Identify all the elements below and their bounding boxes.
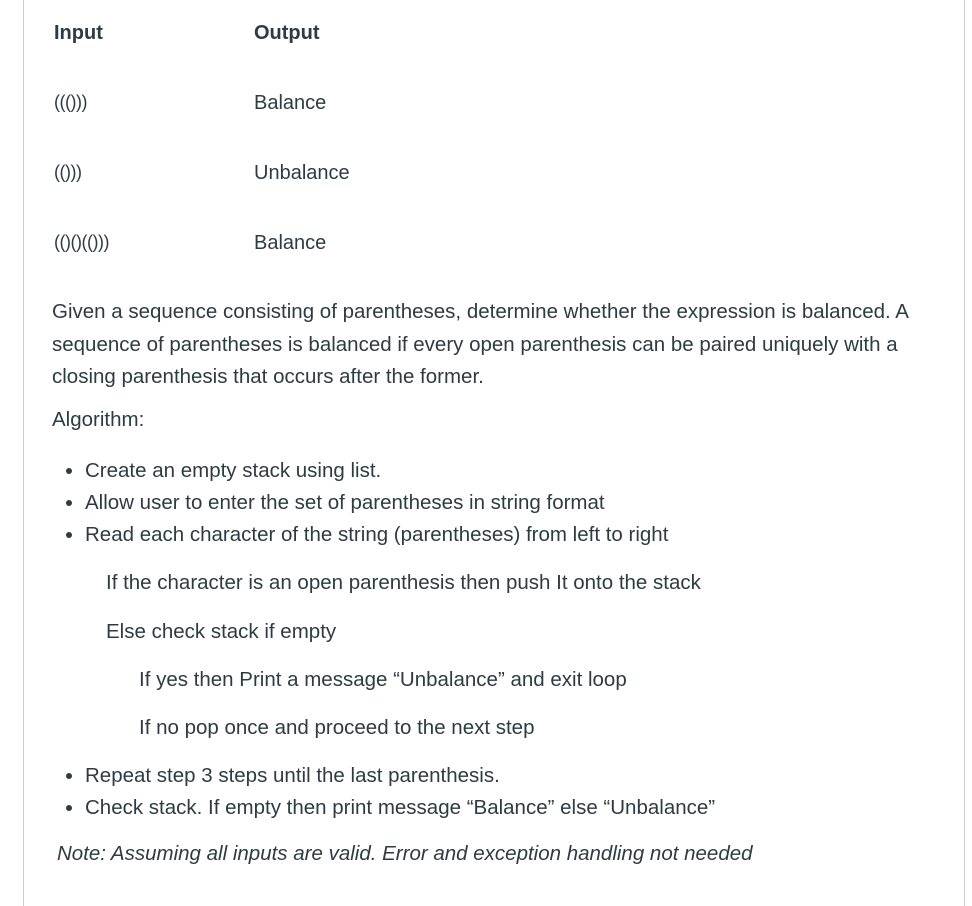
steps-list-last <box>52 760 715 824</box>
input-cell: (()()(())) <box>54 232 109 252</box>
table-row <box>54 92 350 162</box>
header-output: Output <box>254 22 320 44</box>
list-item: • Repeat step 3 steps until the last parenthesis. <box>85 760 715 792</box>
output-cell: Balance <box>254 232 327 254</box>
table-row <box>54 162 350 232</box>
header-input: Input <box>54 22 103 44</box>
list-item: • Create an empty stack using list. <box>85 455 668 487</box>
sub-step-else-check: Else check stack if empty <box>106 620 337 643</box>
sub-step-if-yes: If yes then Print a message “Unbalance” and exit loop <box>139 668 627 691</box>
sub-step-if-no: If no pop once and proceed to the next step <box>139 716 535 739</box>
output-cell: Unbalance <box>254 162 350 184</box>
list-item: • Read each character of the string (parentheses) from left to right <box>85 519 668 551</box>
algorithm-label: Algorithm: <box>52 408 145 431</box>
table-header-row <box>54 22 350 92</box>
input-cell: (())) <box>54 162 82 182</box>
table-row <box>54 232 350 302</box>
output-cell: Balance <box>254 92 327 114</box>
input-cell: ((())) <box>54 92 87 112</box>
sub-step-if-open: If the character is an open parenthesis then push It onto the stack <box>106 571 701 594</box>
list-item: • Allow user to enter the set of parentheses in string format <box>85 487 668 519</box>
problem-description: Given a sequence consisting of parentheses, determine whether the expression is balanced. A sequence of parentheses is balanced if every open parenthesis can be paired uniquely with a closing parenthesis that occurs after the former. <box>52 300 908 388</box>
io-table <box>54 22 350 302</box>
list-item: • Check stack. If empty then print message “Balance” else “Unbalance” <box>85 792 715 824</box>
note-text: Note: Assuming all inputs are valid. Error and exception handling not needed <box>57 842 753 865</box>
steps-list-first <box>52 455 668 551</box>
